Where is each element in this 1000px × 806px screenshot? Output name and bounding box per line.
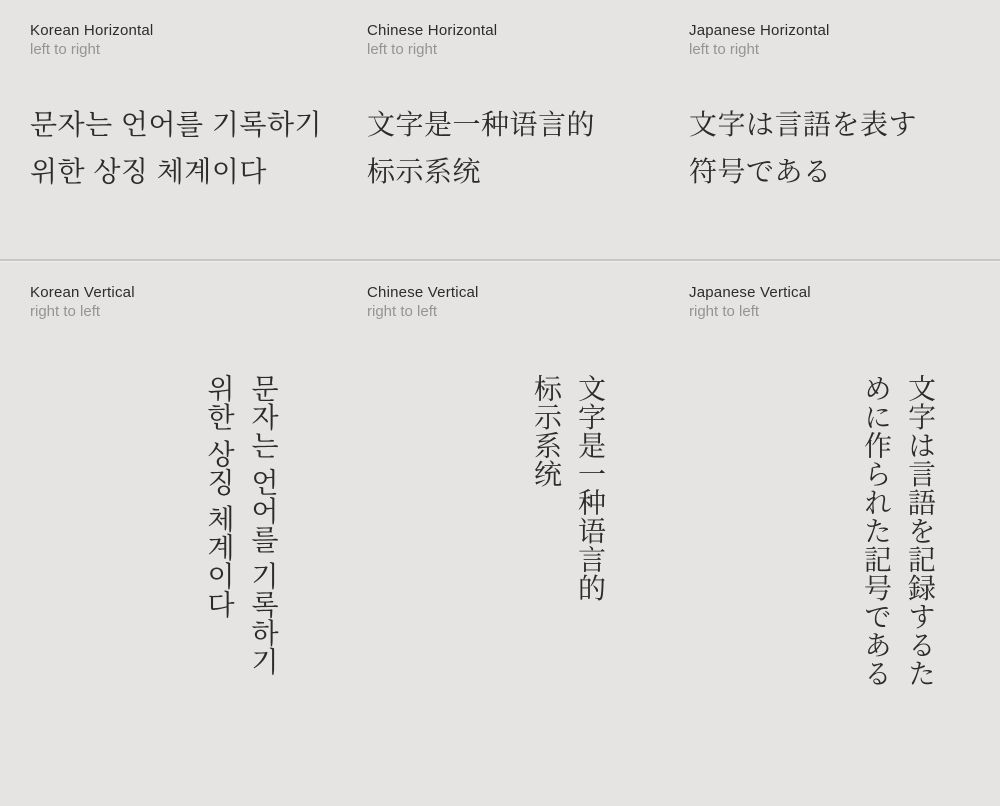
section-korean-horizontal bbox=[0, 0, 337, 259]
sample-line: めに作られた記号である bbox=[861, 374, 892, 688]
sample-line: 文字是一种语言的 bbox=[367, 109, 596, 140]
direction-label: left to right bbox=[30, 41, 101, 58]
sample-text-vertical bbox=[524, 374, 612, 602]
section-title: Japanese Vertical bbox=[689, 284, 811, 301]
section-title: Chinese Horizontal bbox=[367, 22, 498, 39]
section-japanese-horizontal bbox=[659, 0, 1000, 259]
sample-line: 标示系统 bbox=[531, 374, 562, 488]
section-korean-vertical bbox=[0, 261, 337, 806]
section-title: Chinese Vertical bbox=[367, 284, 479, 301]
section-title: Japanese Horizontal bbox=[689, 22, 830, 39]
direction-label: right to left bbox=[30, 303, 101, 320]
horizontal-samples-row bbox=[0, 0, 1000, 259]
sample-line: 위한 상징 체계이다 bbox=[30, 156, 267, 187]
sample-text-horizontal bbox=[689, 101, 1000, 195]
sample-line: 위한 상징 체계이다 bbox=[204, 374, 235, 619]
sample-line: 文字は言語を記録するた bbox=[905, 374, 936, 688]
section-chinese-vertical bbox=[337, 261, 659, 806]
sample-line: 文字は言語を表す bbox=[689, 109, 918, 140]
sample-text-horizontal bbox=[30, 101, 337, 195]
sample-line: 标示系统 bbox=[367, 156, 482, 187]
sample-text-vertical bbox=[197, 374, 285, 676]
sample-line: 문자는 언어를 기록하기 bbox=[248, 374, 279, 676]
direction-label: left to right bbox=[367, 41, 438, 58]
section-chinese-horizontal bbox=[337, 0, 659, 259]
direction-label: left to right bbox=[689, 41, 760, 58]
sample-text-horizontal bbox=[367, 101, 659, 195]
sample-text-vertical bbox=[854, 374, 942, 688]
section-title: Korean Horizontal bbox=[30, 22, 154, 39]
direction-label: right to left bbox=[367, 303, 438, 320]
section-japanese-vertical bbox=[659, 261, 1000, 806]
sample-line: 문자는 언어를 기록하기 bbox=[30, 109, 323, 140]
vertical-samples-row bbox=[0, 259, 1000, 806]
sample-line: 文字是一种语言的 bbox=[575, 374, 606, 602]
section-title: Korean Vertical bbox=[30, 284, 135, 301]
sample-line: 符号である bbox=[689, 156, 832, 187]
direction-label: right to left bbox=[689, 303, 760, 320]
